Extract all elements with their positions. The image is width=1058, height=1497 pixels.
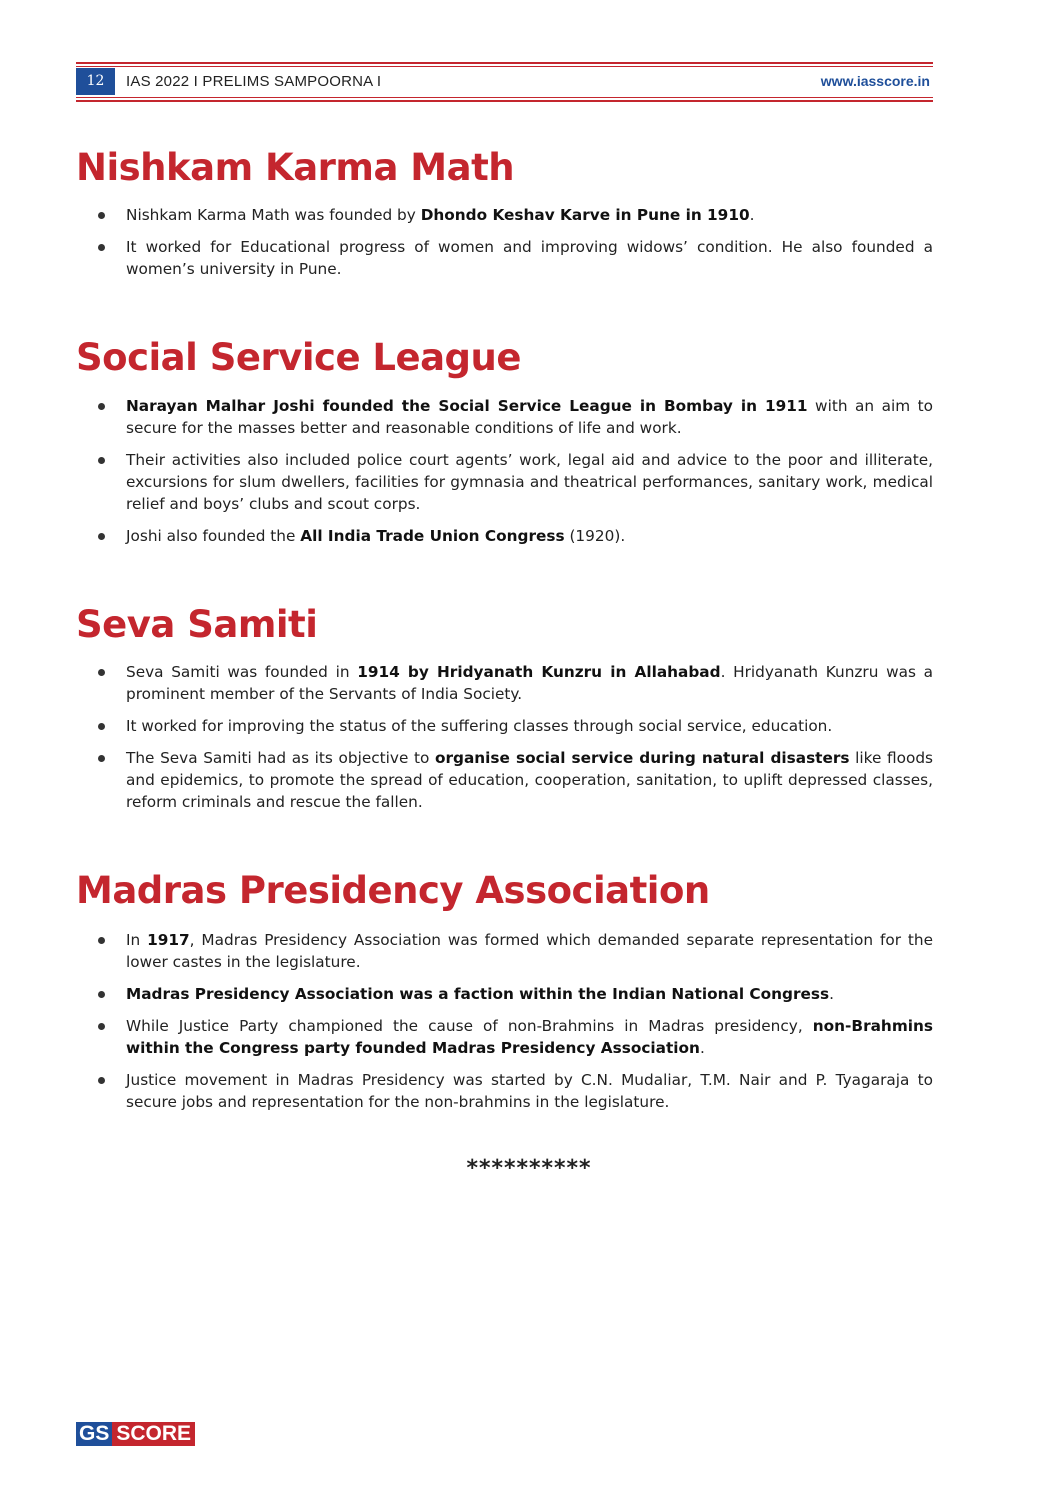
bold-text: 1914 by Hridyanath Kunzru in Allahabad bbox=[357, 663, 721, 681]
bold-text: non-Brahmins within the Congress party founded Madras Presidency Association bbox=[126, 1017, 933, 1057]
header-bottom-rule-thin bbox=[76, 97, 933, 98]
logo-gs: GS bbox=[76, 1422, 112, 1446]
bullet-icon bbox=[98, 991, 105, 998]
text: While Justice Party championed the cause of non-Brahmins in Madras presidency, bbox=[126, 1017, 813, 1035]
list-item bbox=[98, 395, 933, 439]
bold-text: organise social service during natural disasters bbox=[434, 749, 850, 767]
header-top-rule bbox=[76, 62, 933, 64]
header-bottom-rule bbox=[76, 100, 933, 102]
text: with an aim to secure for the masses better and reasonable conditions of life and work. bbox=[126, 397, 933, 437]
section-title-nishkam-karma-math: Nishkam Karma Math bbox=[76, 146, 515, 189]
bold-text: All India Trade Union Congress bbox=[300, 527, 565, 545]
list-item bbox=[98, 1015, 933, 1059]
text: Their activities also included police court agents’ work, legal aid and advice to the poor and illiterate, excursions for slum dwellers, facilities for gymnasia and theatrical performances, sanitary work, medical relief and boys’ clubs and scout corps. bbox=[126, 451, 933, 513]
logo-score: SCORE bbox=[112, 1422, 195, 1446]
text: It worked for Educational progress of women and improving widows’ condition. He also founded a women’s university in Pune. bbox=[126, 238, 933, 278]
section-title-social-service-league: Social Service League bbox=[76, 336, 521, 379]
section-title-seva-samiti: Seva Samiti bbox=[76, 603, 318, 646]
section-list-nishkam-karma-math bbox=[98, 204, 933, 290]
bullet-icon bbox=[98, 755, 105, 762]
bullet-icon bbox=[98, 1077, 105, 1084]
page-number: 12 bbox=[76, 68, 115, 95]
bullet-icon bbox=[98, 457, 105, 464]
text: . bbox=[699, 1039, 705, 1057]
list-item bbox=[98, 747, 933, 813]
text: (1920). bbox=[564, 527, 626, 545]
text: . bbox=[749, 206, 755, 224]
text: . Hridyanath Kunzru was a prominent member of the Servants of India Society. bbox=[126, 663, 933, 703]
header-title: IAS 2022 I PRELIMS SAMPOORNA I bbox=[126, 73, 382, 90]
gsscore-logo bbox=[76, 1422, 195, 1446]
bold-text: Madras Presidency Association was a faction within the Indian National Congress bbox=[126, 985, 830, 1003]
bullet-icon bbox=[98, 212, 105, 219]
bullet-icon bbox=[98, 1023, 105, 1030]
section-title-madras-presidency-association: Madras Presidency Association bbox=[76, 869, 710, 912]
bullet-icon bbox=[98, 244, 105, 251]
list-item bbox=[98, 929, 933, 973]
text: The Seva Samiti had as its objective to bbox=[126, 749, 435, 767]
header-url[interactable]: www.iasscore.in bbox=[820, 73, 930, 89]
list-item bbox=[98, 204, 933, 226]
bold-text: Dhondo Keshav Karve in Pune in 1910 bbox=[420, 206, 750, 224]
list-item bbox=[98, 1069, 933, 1113]
section-list-social-service-league bbox=[98, 395, 933, 557]
bullet-icon bbox=[98, 533, 105, 540]
text: Justice movement in Madras Presidency was started by C.N. Mudaliar, T.M. Nair and P. Tyagaraja to secure jobs and representation for the non-brahmins in the legislature. bbox=[126, 1071, 933, 1111]
text: Nishkam Karma Math was founded by bbox=[126, 206, 421, 224]
list-item bbox=[98, 236, 933, 280]
text: Seva Samiti was founded in bbox=[126, 663, 358, 681]
list-item bbox=[98, 715, 933, 737]
text: , Madras Presidency Association was formed which demanded separate representation for the lower castes in the legislature. bbox=[126, 931, 933, 971]
list-item bbox=[98, 449, 933, 515]
text: Joshi also founded the bbox=[126, 527, 301, 545]
bullet-icon bbox=[98, 669, 105, 676]
bullet-icon bbox=[98, 723, 105, 730]
list-item bbox=[98, 661, 933, 705]
bold-text: Narayan Malhar Joshi founded the Social Service League in Bombay in 1911 bbox=[126, 397, 808, 415]
bullet-icon bbox=[98, 403, 105, 410]
section-list-madras-presidency-association bbox=[98, 929, 933, 1123]
list-item bbox=[98, 983, 933, 1005]
end-marker: ********** bbox=[466, 1156, 592, 1181]
list-item bbox=[98, 525, 933, 547]
bullet-icon bbox=[98, 937, 105, 944]
text: It worked for improving the status of the suffering classes through social service, education. bbox=[126, 717, 833, 735]
text: . bbox=[829, 985, 834, 1003]
section-list-seva-samiti bbox=[98, 661, 933, 823]
text: In bbox=[126, 931, 148, 949]
header-top-rule-thin bbox=[76, 66, 933, 67]
bold-text: 1917 bbox=[147, 931, 190, 949]
text: like floods and epidemics, to promote the spread of education, cooperation, sanitation, to uplift depressed classes, reform criminals and rescue the fallen. bbox=[126, 749, 934, 811]
